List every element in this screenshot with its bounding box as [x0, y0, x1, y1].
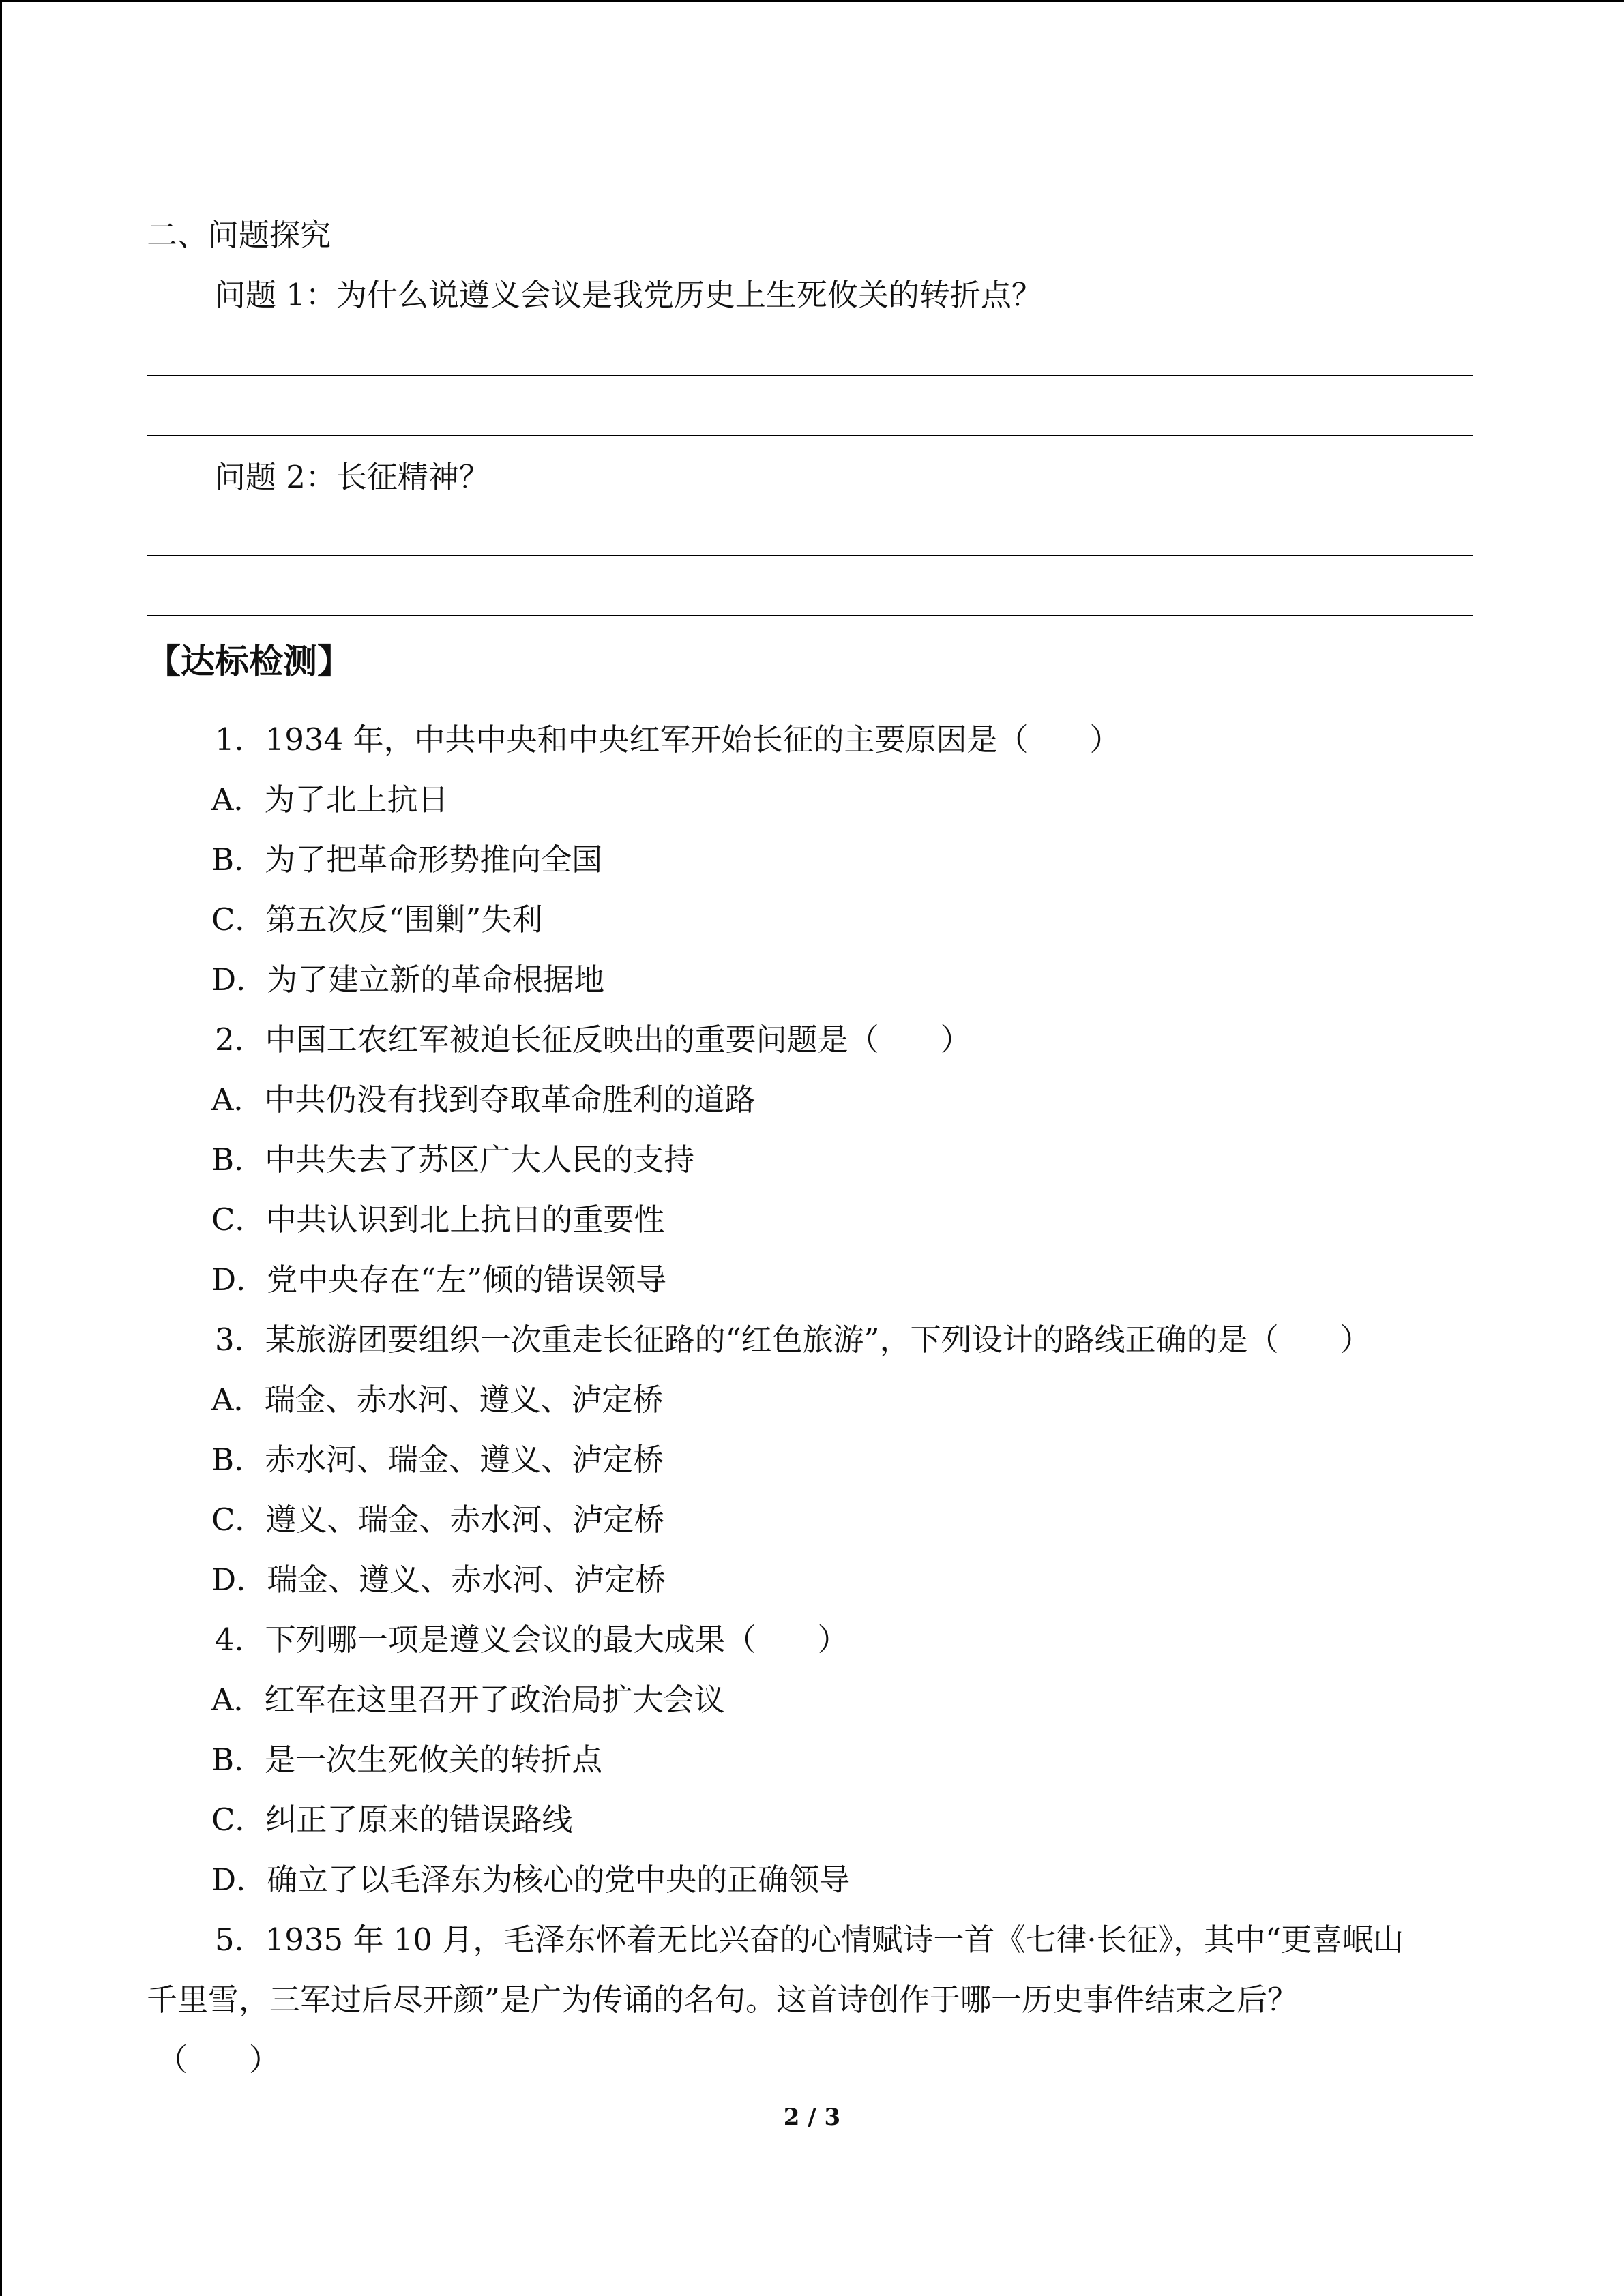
section-title-assessment: 【达标检测】	[147, 642, 351, 681]
option-3b: B．赤水河、瑞金、遵义、泸定桥	[211, 1442, 664, 1478]
question-1-text: 问题 1：为什么说遵义会议是我党历史上生死攸关的转折点？	[215, 277, 1042, 313]
question-stem-4: 4．下列哪一项是遵义会议的最大成果（ ）	[215, 1622, 848, 1658]
option-2c: C．中共认识到北上抗日的重要性	[211, 1202, 665, 1238]
answer-line-2a	[147, 555, 1473, 556]
option-1c: C．第五次反“围剿”失利	[211, 901, 543, 938]
page-number: 2 / 3	[783, 2104, 841, 2131]
page-left-border	[0, 0, 2, 2296]
option-3d: D．瑞金、遵义、赤水河、泸定桥	[211, 1562, 666, 1598]
option-1b: B．为了把革命形势推向全国	[211, 841, 603, 878]
question-stem-5-line2: 千里雪，三军过后尽开颜”是广为传诵的名句。这首诗创作于哪一历史事件结束之后？	[147, 1982, 1299, 2018]
question-stem-5-line1: 5．1935 年 10 月，毛泽东怀着无比兴奋的心情赋诗一首《七律·长征》，其中“更喜岷山	[215, 1922, 1404, 1958]
question-stem-2: 2．中国工农红军被迫长征反映出的重要问题是（ ）	[215, 1022, 971, 1058]
option-4c: C．纠正了原来的错误路线	[211, 1802, 573, 1838]
option-4d: D．确立了以毛泽东为核心的党中央的正确领导	[211, 1862, 851, 1898]
question-stem-5-blank: （ ）	[157, 2042, 280, 2078]
option-3c: C．遵义、瑞金、赤水河、泸定桥	[211, 1502, 665, 1538]
question-2-text: 问题 2：长征精神？	[215, 459, 490, 495]
option-1a: A．为了北上抗日	[211, 781, 449, 818]
answer-line-2b	[147, 615, 1473, 616]
option-1d: D．为了建立新的革命根据地	[211, 961, 605, 998]
option-4a: A．红军在这里召开了政治局扩大会议	[211, 1682, 725, 1718]
option-2a: A．中共仍没有找到夺取革命胜利的道路	[211, 1082, 756, 1118]
question-stem-3: 3．某旅游团要组织一次重走长征路的“红色旅游”，下列设计的路线正确的是（ ）	[215, 1322, 1371, 1358]
answer-line-1b	[147, 435, 1473, 436]
option-4b: B．是一次生死攸关的转折点	[211, 1742, 603, 1778]
option-2d: D．党中央存在“左”倾的错误领导	[211, 1262, 667, 1298]
section-title-inquiry: 二、问题探究	[147, 217, 331, 253]
question-stem-1: 1．1934 年，中共中央和中央红军开始长征的主要原因是（ ）	[215, 721, 1121, 758]
option-2b: B．中共失去了苏区广大人民的支持	[211, 1142, 695, 1178]
answer-line-1a	[147, 375, 1473, 376]
page-top-border	[0, 0, 1624, 2]
option-3a: A．瑞金、赤水河、遵义、泸定桥	[211, 1382, 664, 1418]
